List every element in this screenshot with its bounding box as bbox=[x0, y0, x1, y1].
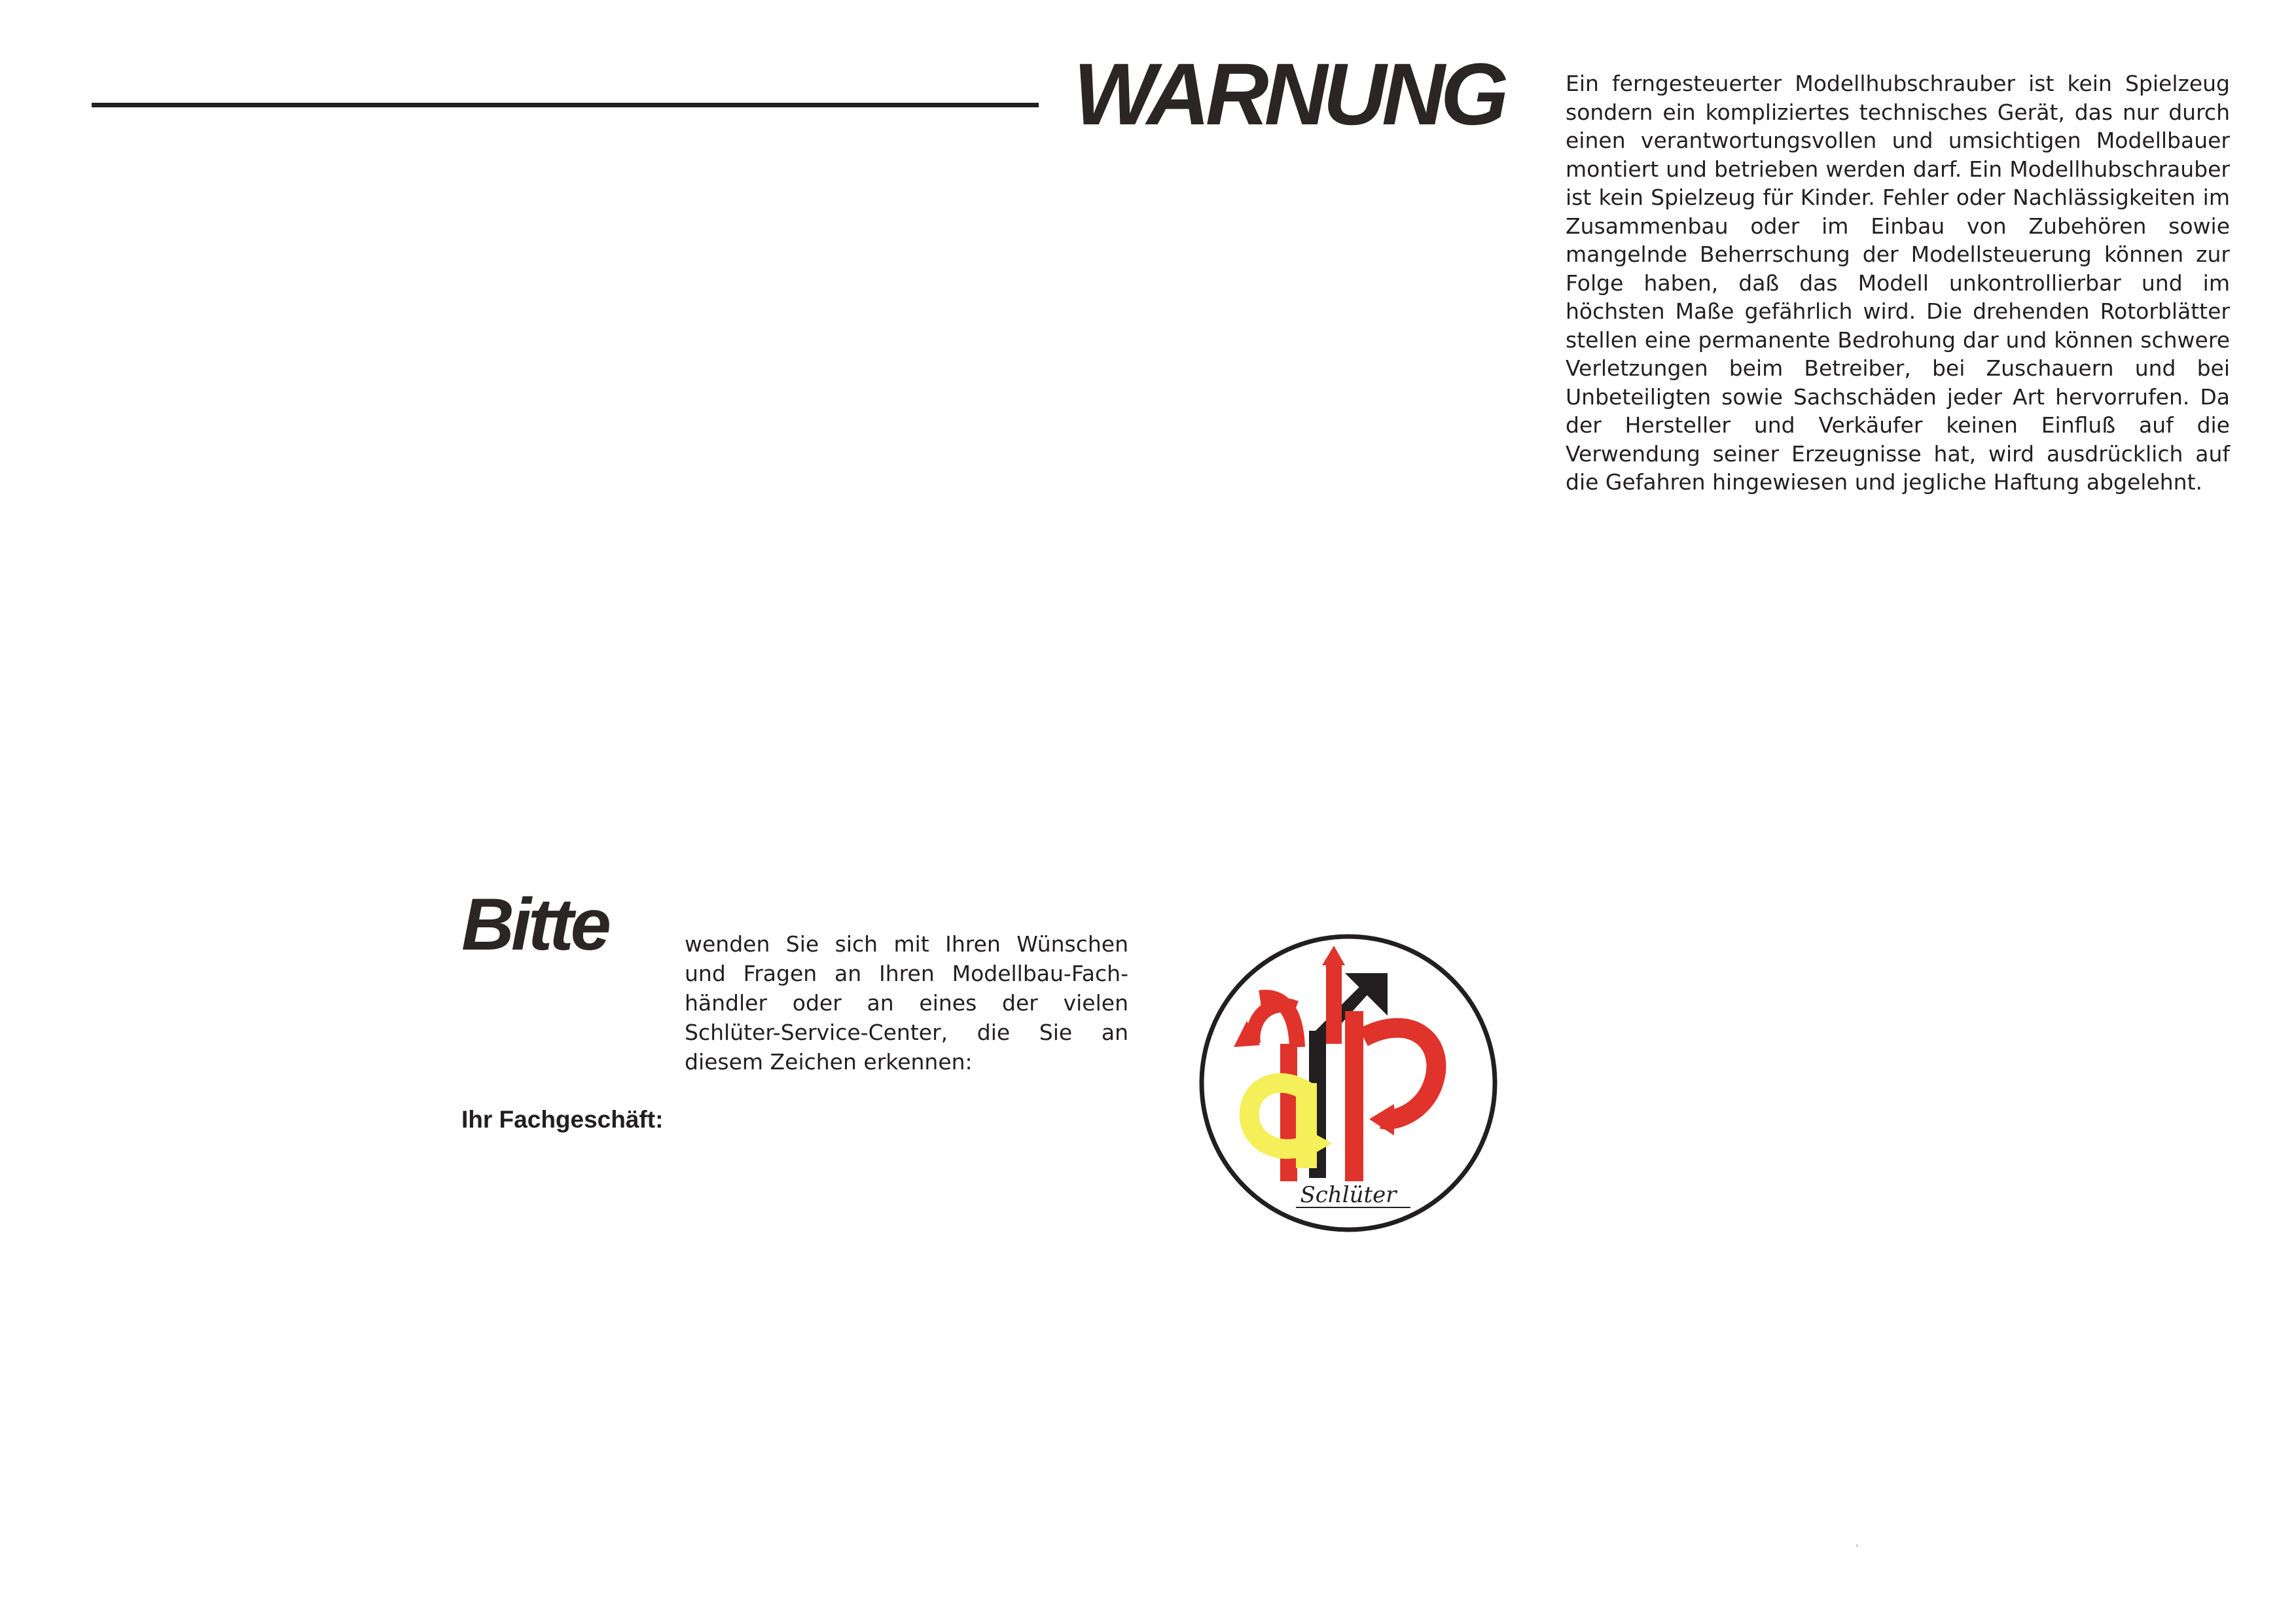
svg-text:Schlüter: Schlüter bbox=[1300, 1182, 1397, 1208]
header-rule bbox=[92, 103, 1039, 107]
logo-wordmark bbox=[1296, 1182, 1410, 1208]
warning-text: Ein ferngesteuerter Modellhubschrauber ist kein Spielzeug sondern ein kompliziertes technisches Gerät, das nur durch einen verantwortungsvollen und umsichtigen Modellbauer montiert und betrieben werden darf. Ein Modellhubschrauber ist kein Spielzeug für Kinder. Fehler oder Nachlässigkeiten im Zusammenbau oder im Einbau von Zubehören sowie mangelnde Beherrschung der Modellsteuerung können zur Folge haben, daß das Modell unkontrollierbar und im höchsten Maße gefährlich wird. Die drehenden Rotorblätter stellen eine permanente Bedrohung dar und können schwere Verletzungen beim Betreiber, bei Zuschauern und bei Unbeteiligten sowie Sachschäden jeder Art hervorrufen. Da der Hersteller und Verkäufer keinen Einfluß auf die Verwendung seiner Erzeugnisse hat, wird ausdrücklich auf die Gefahren hingewiesen und jegliche Haftung abgelehnt. bbox=[1566, 71, 2230, 495]
request-heading: Bitte bbox=[461, 883, 608, 965]
dealer-label: Ihr Fachgeschäft: bbox=[461, 1106, 664, 1133]
scan-speck bbox=[1856, 1544, 1858, 1546]
warning-heading: WARNUNG bbox=[1073, 46, 1505, 143]
request-text: wenden Sie sich mit Ihren Wünschen und Fragen an Ihren Modellbau-Fachhändler oder an eines der vielen Schlüter-Service-Center, die Sie an diesem Zeichen erkennen: bbox=[685, 931, 1128, 1075]
schlueter-logo bbox=[1198, 933, 1499, 1234]
